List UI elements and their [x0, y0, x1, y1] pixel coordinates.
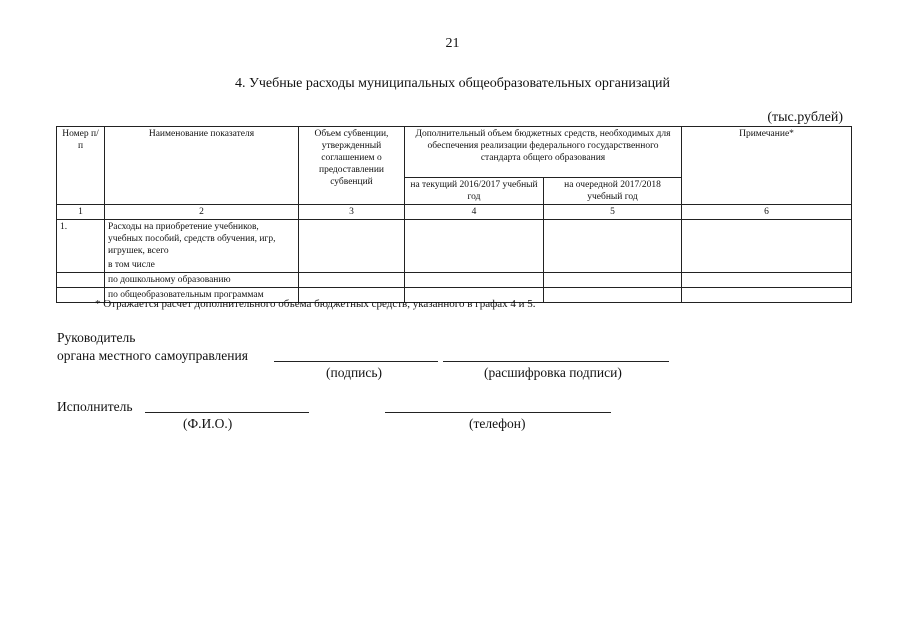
- head-organ: органа местного самоуправления: [57, 348, 248, 363]
- header-name: Наименование показателя: [105, 127, 299, 205]
- head-title: Руководитель: [57, 330, 136, 345]
- fio-line: [145, 412, 309, 413]
- section-title: 4. Учебные расходы муниципальных общеобразовательных организаций: [234, 76, 671, 91]
- col-number: 3: [299, 205, 405, 220]
- phone-caption: (телефон): [469, 416, 526, 431]
- executor-label: Исполнитель: [57, 399, 133, 414]
- row-value-cell: [544, 273, 682, 288]
- header-note: Примечание*: [682, 127, 852, 205]
- signature-line: [274, 361, 438, 362]
- row-value-cell: [682, 288, 852, 303]
- decoding-caption: (расшифровка подписи): [484, 365, 622, 380]
- fio-caption: (Ф.И.О.): [183, 416, 233, 431]
- decoding-line: [443, 361, 669, 362]
- col-number: 2: [105, 205, 299, 220]
- column-numbers-row: [57, 205, 852, 220]
- row-value-cell: [405, 273, 544, 288]
- table-row: [57, 220, 852, 259]
- row-value-cell: [405, 220, 544, 273]
- row-value-cell: [299, 273, 405, 288]
- row-value-cell: [544, 220, 682, 273]
- table-header-row: [57, 127, 852, 178]
- header-subsidy: Объем субвенции, утвержденный соглашением о предоставлении субвенций: [299, 127, 405, 205]
- col-number: 4: [405, 205, 544, 220]
- phone-line: [385, 412, 611, 413]
- expenses-table: [56, 126, 852, 303]
- row-value-cell: [682, 273, 852, 288]
- footnote: * Отражается расчет дополнительного объема бюджетных средств, указанного в графах 4 и 5.: [95, 298, 536, 310]
- row-value-cell: [299, 220, 405, 273]
- header-additional: Дополнительный объем бюджетных средств, необходимых для обеспечения реализации федерального государственного стандарта общего образования: [405, 127, 682, 178]
- table-row: [57, 273, 852, 288]
- header-next-year: на очередной 2017/2018 учебный год: [544, 178, 682, 205]
- col-number: 6: [682, 205, 852, 220]
- row-num-cell: [57, 273, 105, 288]
- header-current-year: на текущий 2016/2017 учебный год: [405, 178, 544, 205]
- row-name-cell: Расходы на приобретение учебников, учебных пособий, средств обучения, игр, игрушек, всего: [105, 220, 299, 259]
- col-number: 5: [544, 205, 682, 220]
- row-value-cell: [682, 220, 852, 273]
- row-name-cell: в том числе: [105, 258, 299, 273]
- header-num: Номер п/п: [57, 127, 105, 205]
- row-name-cell: по дошкольному образованию: [105, 273, 299, 288]
- col-number: 1: [57, 205, 105, 220]
- signature-caption: (подпись): [326, 365, 383, 380]
- units-label: (тыс.рублей): [767, 110, 843, 125]
- row-name-cell: по общеобразовательным программам: [105, 288, 299, 303]
- row-num-cell: 1.: [57, 220, 105, 273]
- page-number: 21: [445, 36, 460, 51]
- row-value-cell: [544, 288, 682, 303]
